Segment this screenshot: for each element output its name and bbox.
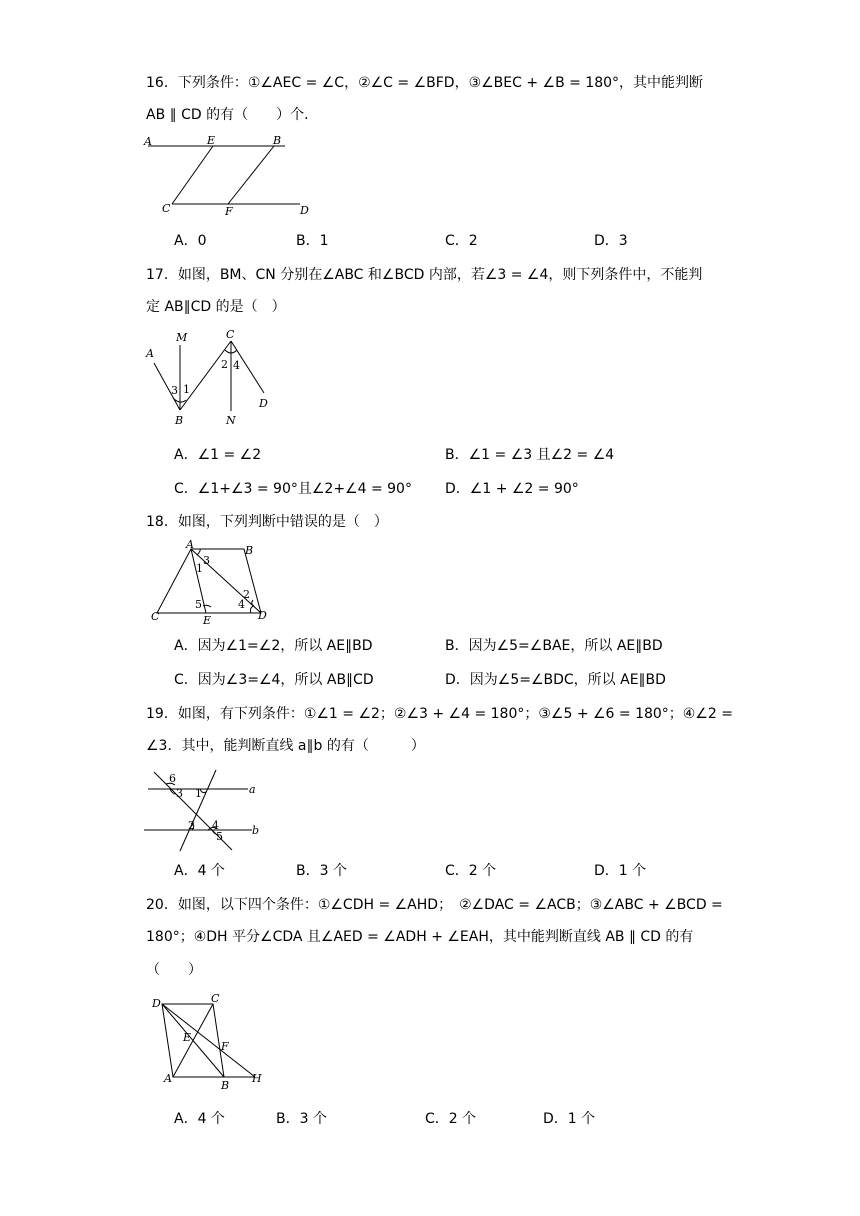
q16-figure	[140, 134, 320, 220]
q19-option-b[interactable]: B．3 个	[296, 863, 347, 879]
q17-stem-line1: 17．如图，BM、CN 分别在∠ABC 和∠BCD 内部，若∠3 = ∠4，则下列条件中，不能判	[146, 267, 703, 283]
angle-arc-2	[252, 600, 254, 606]
q18-option-b[interactable]: B．因为∠5=∠BAE，所以 AE∥BD	[445, 638, 663, 654]
q16-stem-line2: AB ∥ CD 的有（ ）个．	[146, 107, 319, 123]
label-line-a: a	[249, 783, 256, 796]
label-f: F	[221, 1040, 229, 1053]
label-d: D	[152, 997, 161, 1010]
label-line-b: b	[252, 824, 260, 837]
label-a: A	[146, 347, 154, 360]
segment-bf	[228, 146, 274, 204]
q17-option-b[interactable]: B．∠1 = ∠3 且∠2 = ∠4	[445, 447, 615, 463]
angle-label-2: 2	[221, 358, 228, 371]
angle-label-4: 4	[212, 819, 219, 832]
q18-option-d[interactable]: D．因为∠5=∠BDC，所以 AE∥BD	[445, 672, 666, 688]
label-c: C	[162, 202, 171, 215]
label-c: C	[226, 328, 235, 341]
angle-label-5: 5	[195, 598, 202, 611]
q20-stem-line3: （ ）	[146, 962, 202, 978]
label-d: D	[300, 204, 309, 217]
label-b: B	[175, 414, 184, 427]
label-a: A	[164, 1072, 172, 1085]
angle-label-4: 4	[238, 598, 245, 611]
segment-dh	[162, 1004, 255, 1077]
label-h: H	[252, 1072, 262, 1085]
q19-option-a[interactable]: A．4 个	[174, 863, 225, 879]
label-e: E	[207, 134, 216, 147]
q16-stem-line1: 16．下列条件：①∠AEC = ∠C，②∠C = ∠BFD，③∠BEC + ∠B = 180°，其中能判断	[146, 75, 704, 91]
angle-label-3: 3	[203, 554, 210, 567]
q16-option-b[interactable]: B．1	[296, 233, 329, 249]
transversal-2	[180, 770, 216, 851]
q20-option-c[interactable]: C．2 个	[425, 1111, 477, 1127]
q18-figure	[145, 540, 275, 625]
q17-option-a[interactable]: A．∠1 = ∠2	[174, 447, 262, 463]
label-d: D	[259, 397, 268, 410]
q16-option-c[interactable]: C．2	[445, 233, 478, 249]
angle-label-1: 1	[195, 787, 202, 800]
label-m: M	[176, 331, 188, 344]
segment-bc	[180, 341, 231, 410]
q19-figure	[140, 765, 270, 855]
segment-ec	[172, 146, 213, 204]
label-e: E	[203, 614, 212, 627]
q17-figure	[140, 325, 280, 430]
label-e: E	[183, 1031, 192, 1044]
q20-figure	[145, 993, 270, 1093]
angle-label-1: 1	[196, 562, 203, 575]
label-a: A	[144, 135, 152, 148]
angle-arc-4	[250, 606, 253, 613]
angle-label-1: 1	[183, 383, 190, 396]
q20-option-b[interactable]: B．3 个	[276, 1111, 327, 1127]
q18-option-a[interactable]: A．因为∠1=∠2，所以 AE∥BD	[174, 638, 373, 654]
label-b: B	[245, 544, 254, 557]
q19-stem-line1: 19．如图，有下列条件：①∠1 = ∠2；②∠3 + ∠4 = 180°；③∠5 + ∠6 = 180°；④∠2 =	[146, 706, 734, 722]
label-c: C	[151, 610, 160, 623]
label-b: B	[273, 134, 282, 147]
q19-option-c[interactable]: C．2 个	[445, 863, 497, 879]
q17-option-c[interactable]: C．∠1+∠3 = 90°且∠2+∠4 = 90°	[174, 481, 412, 497]
q20-stem-line1: 20．如图，以下四个条件：①∠CDH = ∠AHD； ②∠DAC = ∠ACB；③∠ABC + ∠BCD =	[146, 897, 723, 913]
angle-label-3: 3	[176, 787, 183, 800]
q19-stem-line2: ∠3．其中，能判断直线 a∥b 的有（ ）	[146, 738, 425, 754]
q19-option-d[interactable]: D．1 个	[594, 863, 647, 879]
q18-option-c[interactable]: C．因为∠3=∠4，所以 AB∥CD	[174, 672, 374, 688]
q18-stem-line1: 18．如图，下列判断中错误的是（ ）	[146, 514, 388, 530]
label-d: D	[258, 609, 267, 622]
label-f: F	[225, 205, 233, 218]
q20-option-d[interactable]: D．1 个	[543, 1111, 596, 1127]
label-a: A	[186, 538, 194, 551]
label-b: B	[221, 1079, 230, 1092]
label-n: N	[226, 414, 236, 427]
q16-option-a[interactable]: A．0	[174, 233, 207, 249]
angle-label-3: 3	[171, 384, 178, 397]
q17-stem-line2: 定 AB∥CD 的是（ ）	[146, 299, 286, 315]
q16-option-d[interactable]: D．3	[594, 233, 628, 249]
q17-option-d[interactable]: D．∠1 + ∠2 = 90°	[445, 481, 579, 497]
q20-option-a[interactable]: A．4 个	[174, 1111, 225, 1127]
angle-label-6: 6	[169, 772, 176, 785]
angle-label-4: 4	[233, 359, 240, 372]
angle-label-2: 2	[188, 819, 195, 832]
angle-arc-3	[197, 549, 200, 555]
label-c: C	[211, 992, 220, 1005]
angle-label-5: 5	[216, 830, 223, 843]
angle-label-2: 2	[243, 588, 250, 601]
q20-stem-line2: 180°；④DH 平分∠CDA 且∠AED = ∠ADH + ∠EAH，其中能判断直线 AB ∥ CD 的有	[146, 929, 694, 945]
